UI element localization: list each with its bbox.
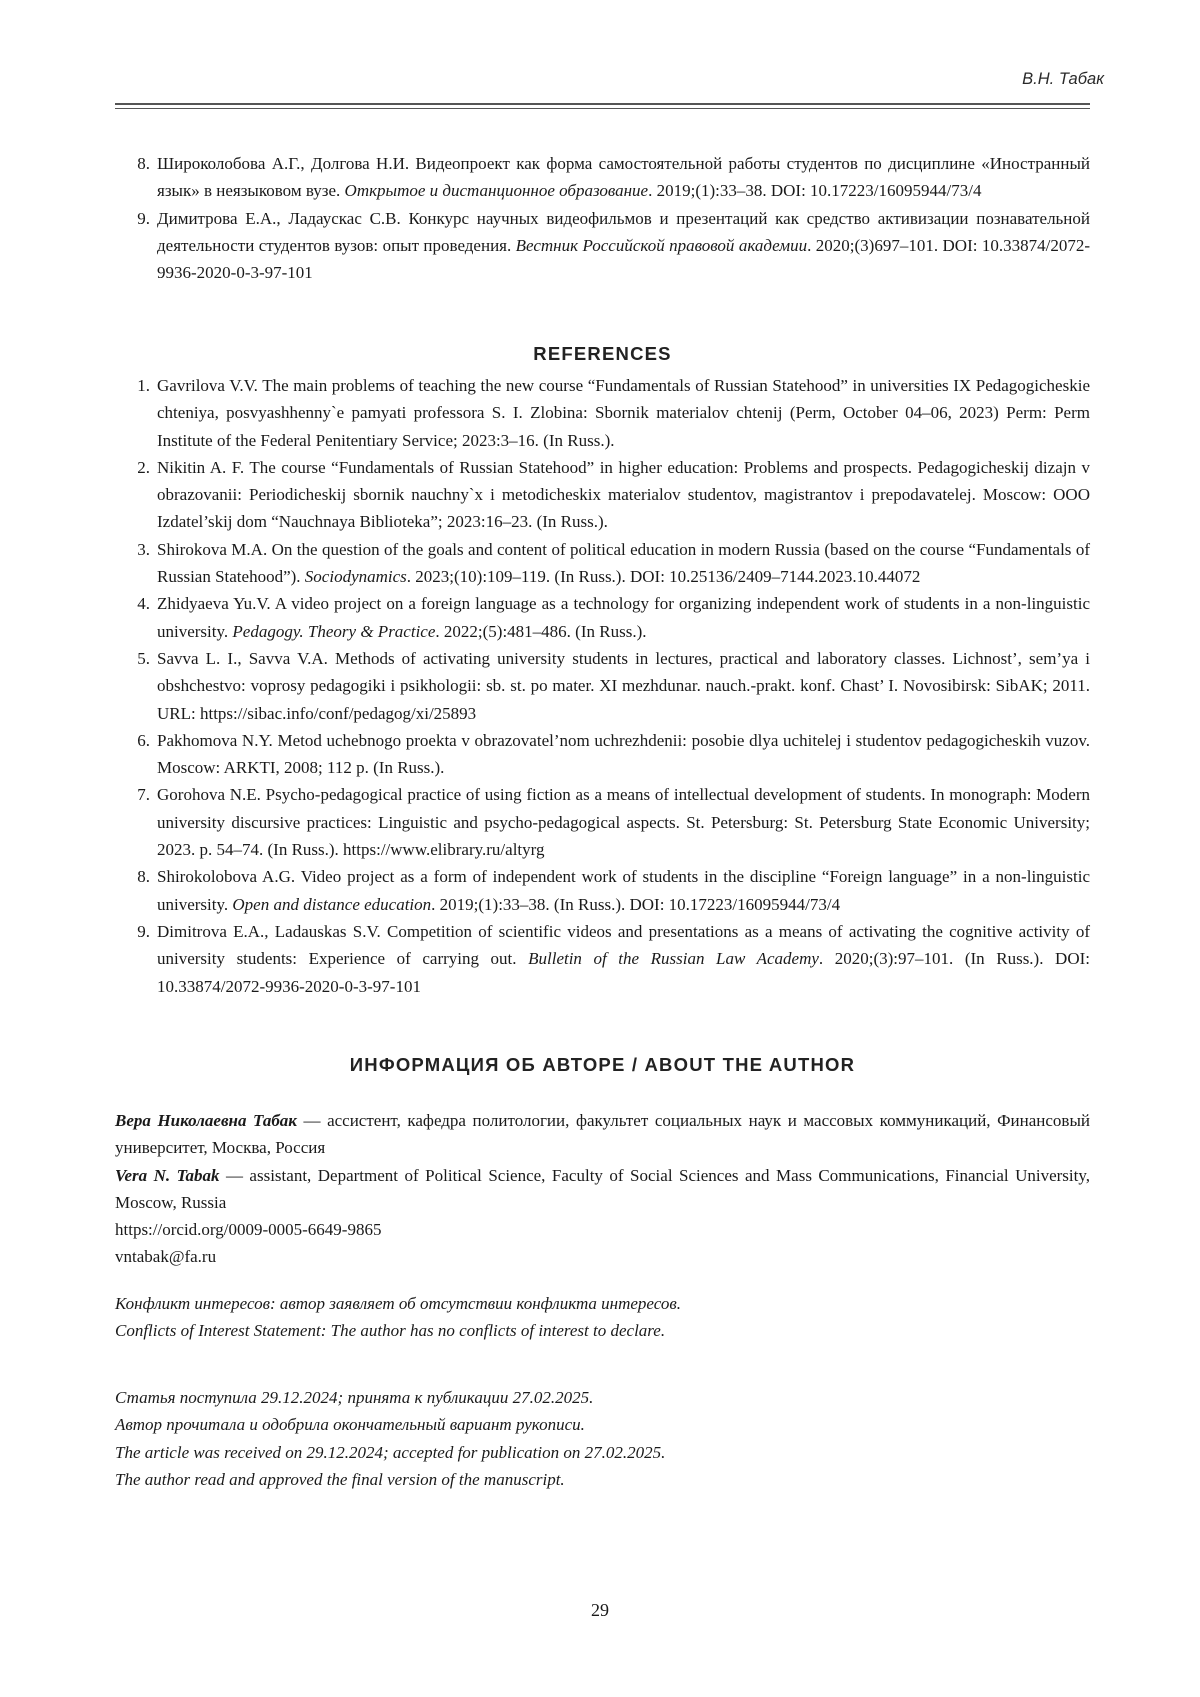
author-bio-en: [115, 1162, 1090, 1217]
reference-body: Gavrilova V.V. The main problems of teaching the new course “Fundamentals of Russian Statehood” in universities IX Pedagogicheskie chteniya, posvyashhenny`e pamyati professora S. I. Zlobina: Sbornik materialov chtenij (Perm, October 04–06, 2023) Perm: Perm Institute of the Federal Penitentiary Service; 2023:3–16. (In Russ.).: [157, 376, 1090, 450]
reference-number: 7.: [137, 785, 150, 805]
reference-item: [115, 863, 1090, 918]
reference-text: [157, 205, 1090, 287]
reference-number: 8.: [137, 867, 150, 887]
reference-number: 2.: [137, 457, 150, 477]
reference-number: 5.: [137, 648, 150, 668]
reference-item: [115, 454, 1090, 536]
reference-text: [157, 454, 1090, 536]
history-approved-en: The author read and approved the final version of the manuscript.: [115, 1469, 565, 1489]
history-received-ru: Статья поступила 29.12.2024; принята к публикации 27.02.2025.: [115, 1388, 594, 1407]
reference-number: 9.: [137, 208, 150, 228]
reference-details: . 2023;(10):109–119. (In Russ.). DOI: 10.25136/2409–7144.2023.10.44072: [406, 567, 921, 587]
author-bio-ru: [115, 1107, 1090, 1162]
reference-item: [115, 781, 1090, 863]
reference-body: Shirokolobova A.G. Video project as a form of independent work of students in the discipline “Foreign language” in a non-linguistic university.: [157, 867, 1090, 914]
reference-body: Димитрова Е.А., Ладаускас С.В. Конкурс научных видеофильмов и презентаций как средство активизации познавательной деятельности студентов вузов: опыт проведения.: [157, 208, 1090, 255]
reference-item: [115, 536, 1090, 591]
reference-item: [115, 918, 1090, 1000]
reference-details: . 2019;(1):33–38. (In Russ.). DOI: 10.17223/16095944/73/4: [431, 894, 841, 914]
header-divider: [115, 103, 1090, 109]
conflict-statement: [115, 1290, 1090, 1345]
reference-number: 9.: [137, 921, 150, 941]
reference-journal: Bulletin of the Russian Law Academy: [528, 949, 819, 969]
reference-number: 6.: [137, 730, 150, 750]
reference-journal: Вестник Российской правовой академии: [515, 235, 808, 255]
about-author-heading: ИНФОРМАЦИЯ ОБ АВТОРЕ / ABOUT THE AUTHOR: [349, 1054, 856, 1075]
conflict-statement-ru: Конфликт интересов: автор заявляет об отсутствии конфликта интересов.: [115, 1294, 682, 1313]
russian-reference-list: [115, 150, 1090, 286]
reference-journal: Открытое и дистанционное образование: [344, 181, 649, 201]
reference-item: [115, 727, 1090, 782]
reference-body: Nikitin A. F. The course “Fundamentals of Russian Statehood” in higher education: Problems and prospects. Pedagogicheskij dizajn v obrazovanii: Periodicheskij sbornik nauchny`x i metodicheskix materialov studentov, magistrantov i prepodavatelej. Moscow: OOO Izdatel’skij dom “Nauchnaya Biblioteka”; 2023:16–23. (In Russ.).: [157, 457, 1090, 532]
reference-body: Dimitrova E.A., Ladauskas S.V. Competition of scientific videos and presentations as a means of activating the cognitive activity of university students: Experience of carrying out.: [157, 921, 1090, 969]
history-approved-ru: Автор прочитала и одобрила окончательный вариант рукописи.: [115, 1415, 585, 1435]
reference-body: Pakhomova N.Y. Metod uchebnogo proekta v obrazovatel’nom uchrezhdenii: posobie dlya uchitelej i studentov pedagogicheskih vuzov. Moscow: ARKTI, 2008; 112 p. (In Russ.).: [157, 730, 1090, 778]
page-number: 29: [591, 1600, 609, 1620]
author-info: [115, 1107, 1090, 1271]
reference-text: [157, 372, 1090, 454]
reference-text: [157, 536, 1090, 591]
reference-details: . 2022;(5):481–486. (In Russ.).: [435, 621, 647, 641]
reference-item: [115, 590, 1090, 645]
article-history: [115, 1384, 1090, 1493]
reference-journal: Pedagogy. Theory & Practice: [232, 621, 436, 641]
author-name-en: Vera N. Tabak: [115, 1165, 220, 1185]
reference-text: [157, 918, 1090, 1000]
reference-body: Широколобова А.Г., Долгова Н.И. Видеопроект как форма самостоятельной работы студентов по дисциплине «Иностранный язык» в неязыковом вузе.: [157, 154, 1090, 201]
reference-journal: Open and distance education: [232, 894, 432, 914]
reference-text: [157, 863, 1090, 918]
author-name-ru: Вера Николаевна Табак: [115, 1111, 297, 1130]
reference-details: . 2020;(3)697–101. DOI: 10.33874/2072-9936-2020-0-3-97-101: [157, 235, 1090, 283]
reference-details: . 2020;(3):97–101. (In Russ.). DOI: 10.33874/2072-9936-2020-0-3-97-101: [157, 949, 1090, 996]
reference-body: Savva L. I., Savva V.A. Methods of activating university students in lectures, practical and laboratory classes. Lichnost’, sem’ya i obshchestvo: voprosy pedagogiki i psikhologii: sb. st. po mater. XI mezhdunar. nauch.-prakt. konf. Chast’ I. Novosibirsk: SibAK; 2011. URL: https://sibac.info/conf/pedagog/xi/25893: [157, 648, 1090, 723]
reference-item: [115, 150, 1090, 205]
reference-details: . 2019;(1):33–38. DOI: 10.17223/16095944/73/4: [648, 181, 982, 201]
reference-item: [115, 205, 1090, 287]
reference-journal: Sociodynamics: [304, 567, 407, 587]
reference-text: [157, 781, 1090, 863]
conflict-statement-en: Conflicts of Interest Statement: The author has no conflicts of interest to declare.: [115, 1321, 666, 1341]
references-heading: REFERENCES: [533, 343, 672, 364]
references-list: [115, 372, 1090, 1000]
history-received-en: The article was received on 29.12.2024; accepted for publication on 27.02.2025.: [115, 1442, 666, 1462]
reference-number: 3.: [137, 539, 150, 559]
reference-text: [157, 590, 1090, 645]
reference-number: 4.: [137, 594, 150, 614]
author-affiliation-ru: — ассистент, кафедра политологии, факультет социальных наук и массовых коммуникаций, Финансовый университет, Москва, Россия: [115, 1111, 1090, 1158]
reference-body: Gorohova N.E. Psycho-pedagogical practice of using fiction as a means of intellectual development of students. In monograph: Modern university discursive practices: Linguistic and psycho-pedagogical aspects. St. Petersburg: St. Petersburg State Economic University; 2023. p. 54–74. (In Russ.). https://www.elibrary.ru/altyrg: [157, 785, 1090, 860]
reference-number: 8.: [137, 154, 150, 173]
reference-item: [115, 645, 1090, 727]
reference-body: Zhidyaeva Yu.V. A video project on a foreign language as a technology for organizing independent work of students in a non-linguistic university.: [157, 594, 1090, 641]
reference-text: [157, 645, 1090, 727]
reference-text: [157, 727, 1090, 782]
reference-item: [115, 372, 1090, 454]
author-email-link[interactable]: vntabak@fa.ru: [115, 1247, 217, 1267]
author-affiliation-en: — assistant, Department of Political Science, Faculty of Social Sciences and Mass Communications, Financial University, Moscow, Russia: [115, 1165, 1090, 1212]
reference-number: 1.: [137, 376, 150, 395]
reference-text: [157, 150, 1090, 205]
author-orcid-link[interactable]: https://orcid.org/0009-0005-6649-9865: [115, 1220, 382, 1240]
running-head: В.Н. Табак: [1022, 70, 1104, 88]
reference-body: Shirokova M.A. On the question of the goals and content of political education in modern Russia (based on the course “Fundamentals of Russian Statehood”).: [157, 539, 1090, 587]
